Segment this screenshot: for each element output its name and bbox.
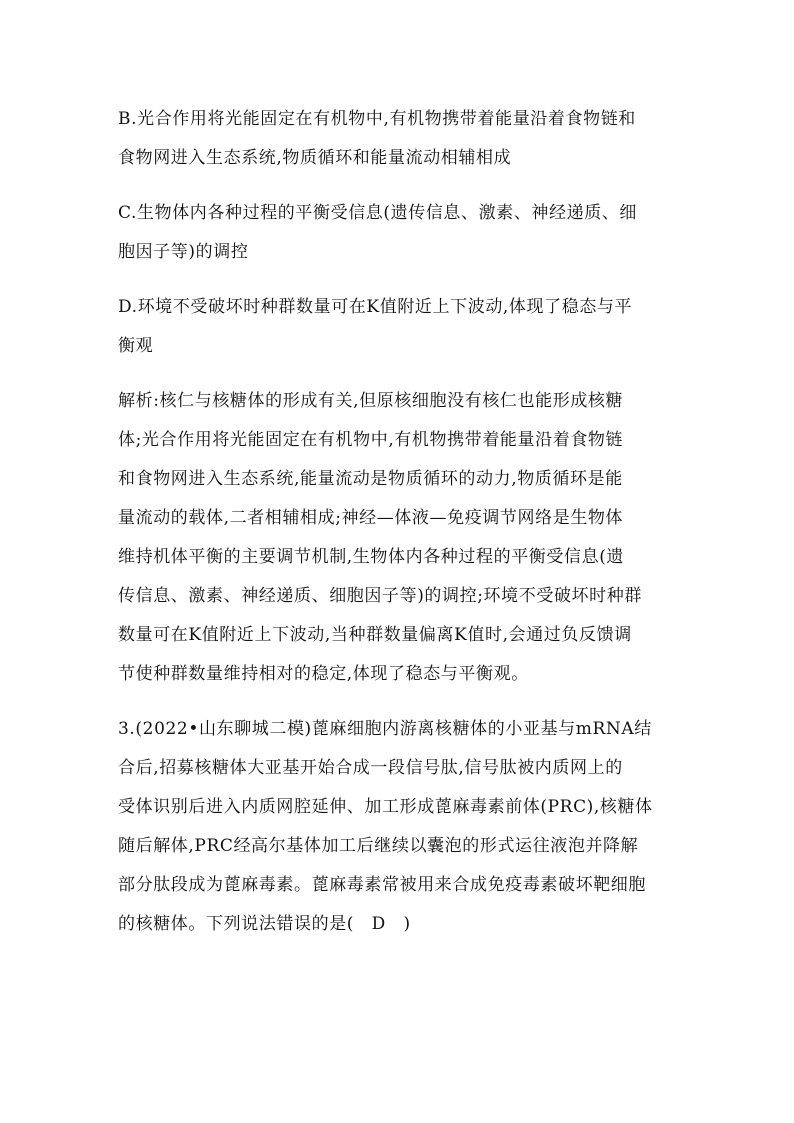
analysis-line: 量流动的载体,二者相辅相成;神经—体液—免疫调节网络是生物体 xyxy=(118,508,624,528)
question-3-line: 的核糖体。下列说法错误的是( D ) xyxy=(118,914,411,934)
paragraph-gap xyxy=(118,272,688,288)
option-c-line: 胞因子等)的调控 xyxy=(118,242,249,262)
paragraph-gap xyxy=(118,366,688,382)
question-3-line: 合后,招募核糖体大亚基开始合成一段信号肽,信号肽被内质网上的 xyxy=(118,758,623,778)
option-b-line: 食物网进入生态系统,物质循环和能量流动相辅相成 xyxy=(118,148,512,168)
analysis-line: 体;光合作用将光能固定在有机物中,有机物携带着能量沿着食物链 xyxy=(118,430,624,450)
question-3-line: 3.(2022•山东聊城二模)蓖麻细胞内游离核糖体的小亚基与mRNA结 xyxy=(118,719,652,739)
question-3 xyxy=(118,710,688,944)
option-c-line: C.生物体内各种过程的平衡受信息(遗传信息、激素、神经递质、细 xyxy=(118,203,638,223)
analysis-line: 传信息、激素、神经递质、细胞因子等)的调控;环境不受破坏时种群 xyxy=(118,586,642,606)
analysis-line: 和食物网进入生态系统,能量流动是物质循环的动力,物质循环是能 xyxy=(118,469,623,489)
option-b xyxy=(118,100,688,178)
analysis-paragraph xyxy=(118,382,688,694)
analysis-line: 节使种群数量维持相对的稳定,体现了稳态与平衡观。 xyxy=(118,664,529,684)
paragraph-gap xyxy=(118,178,688,194)
option-b-line: B.光合作用将光能固定在有机物中,有机物携带着能量沿着食物链和 xyxy=(118,109,636,129)
option-d xyxy=(118,288,688,366)
analysis-line: 解析:核仁与核糖体的形成有关,但原核细胞没有核仁也能形成核糖 xyxy=(118,391,624,411)
analysis-line: 维持机体平衡的主要调节机制,生物体内各种过程的平衡受信息(遗 xyxy=(118,547,625,567)
question-3-line: 随后解体,PRC经高尔基体加工后继续以囊泡的形式运往液泡并降解 xyxy=(118,836,639,856)
option-d-line: 衡观 xyxy=(118,336,154,356)
option-d-line: D.环境不受破坏时种群数量可在K值附近上下波动,体现了稳态与平 xyxy=(118,297,633,317)
option-c xyxy=(118,194,688,272)
page-content xyxy=(118,100,688,944)
paragraph-gap xyxy=(118,694,688,710)
question-3-line: 受体识别后进入内质网腔延伸、加工形成蓖麻毒素前体(PRC),核糖体 xyxy=(118,797,653,817)
analysis-line: 数量可在K值附近上下波动,当种群数量偏离K值时,会通过负反馈调 xyxy=(118,625,632,645)
question-3-line: 部分肽段成为蓖麻毒素。蓖麻毒素常被用来合成免疫毒素破坏靶细胞 xyxy=(118,875,646,895)
